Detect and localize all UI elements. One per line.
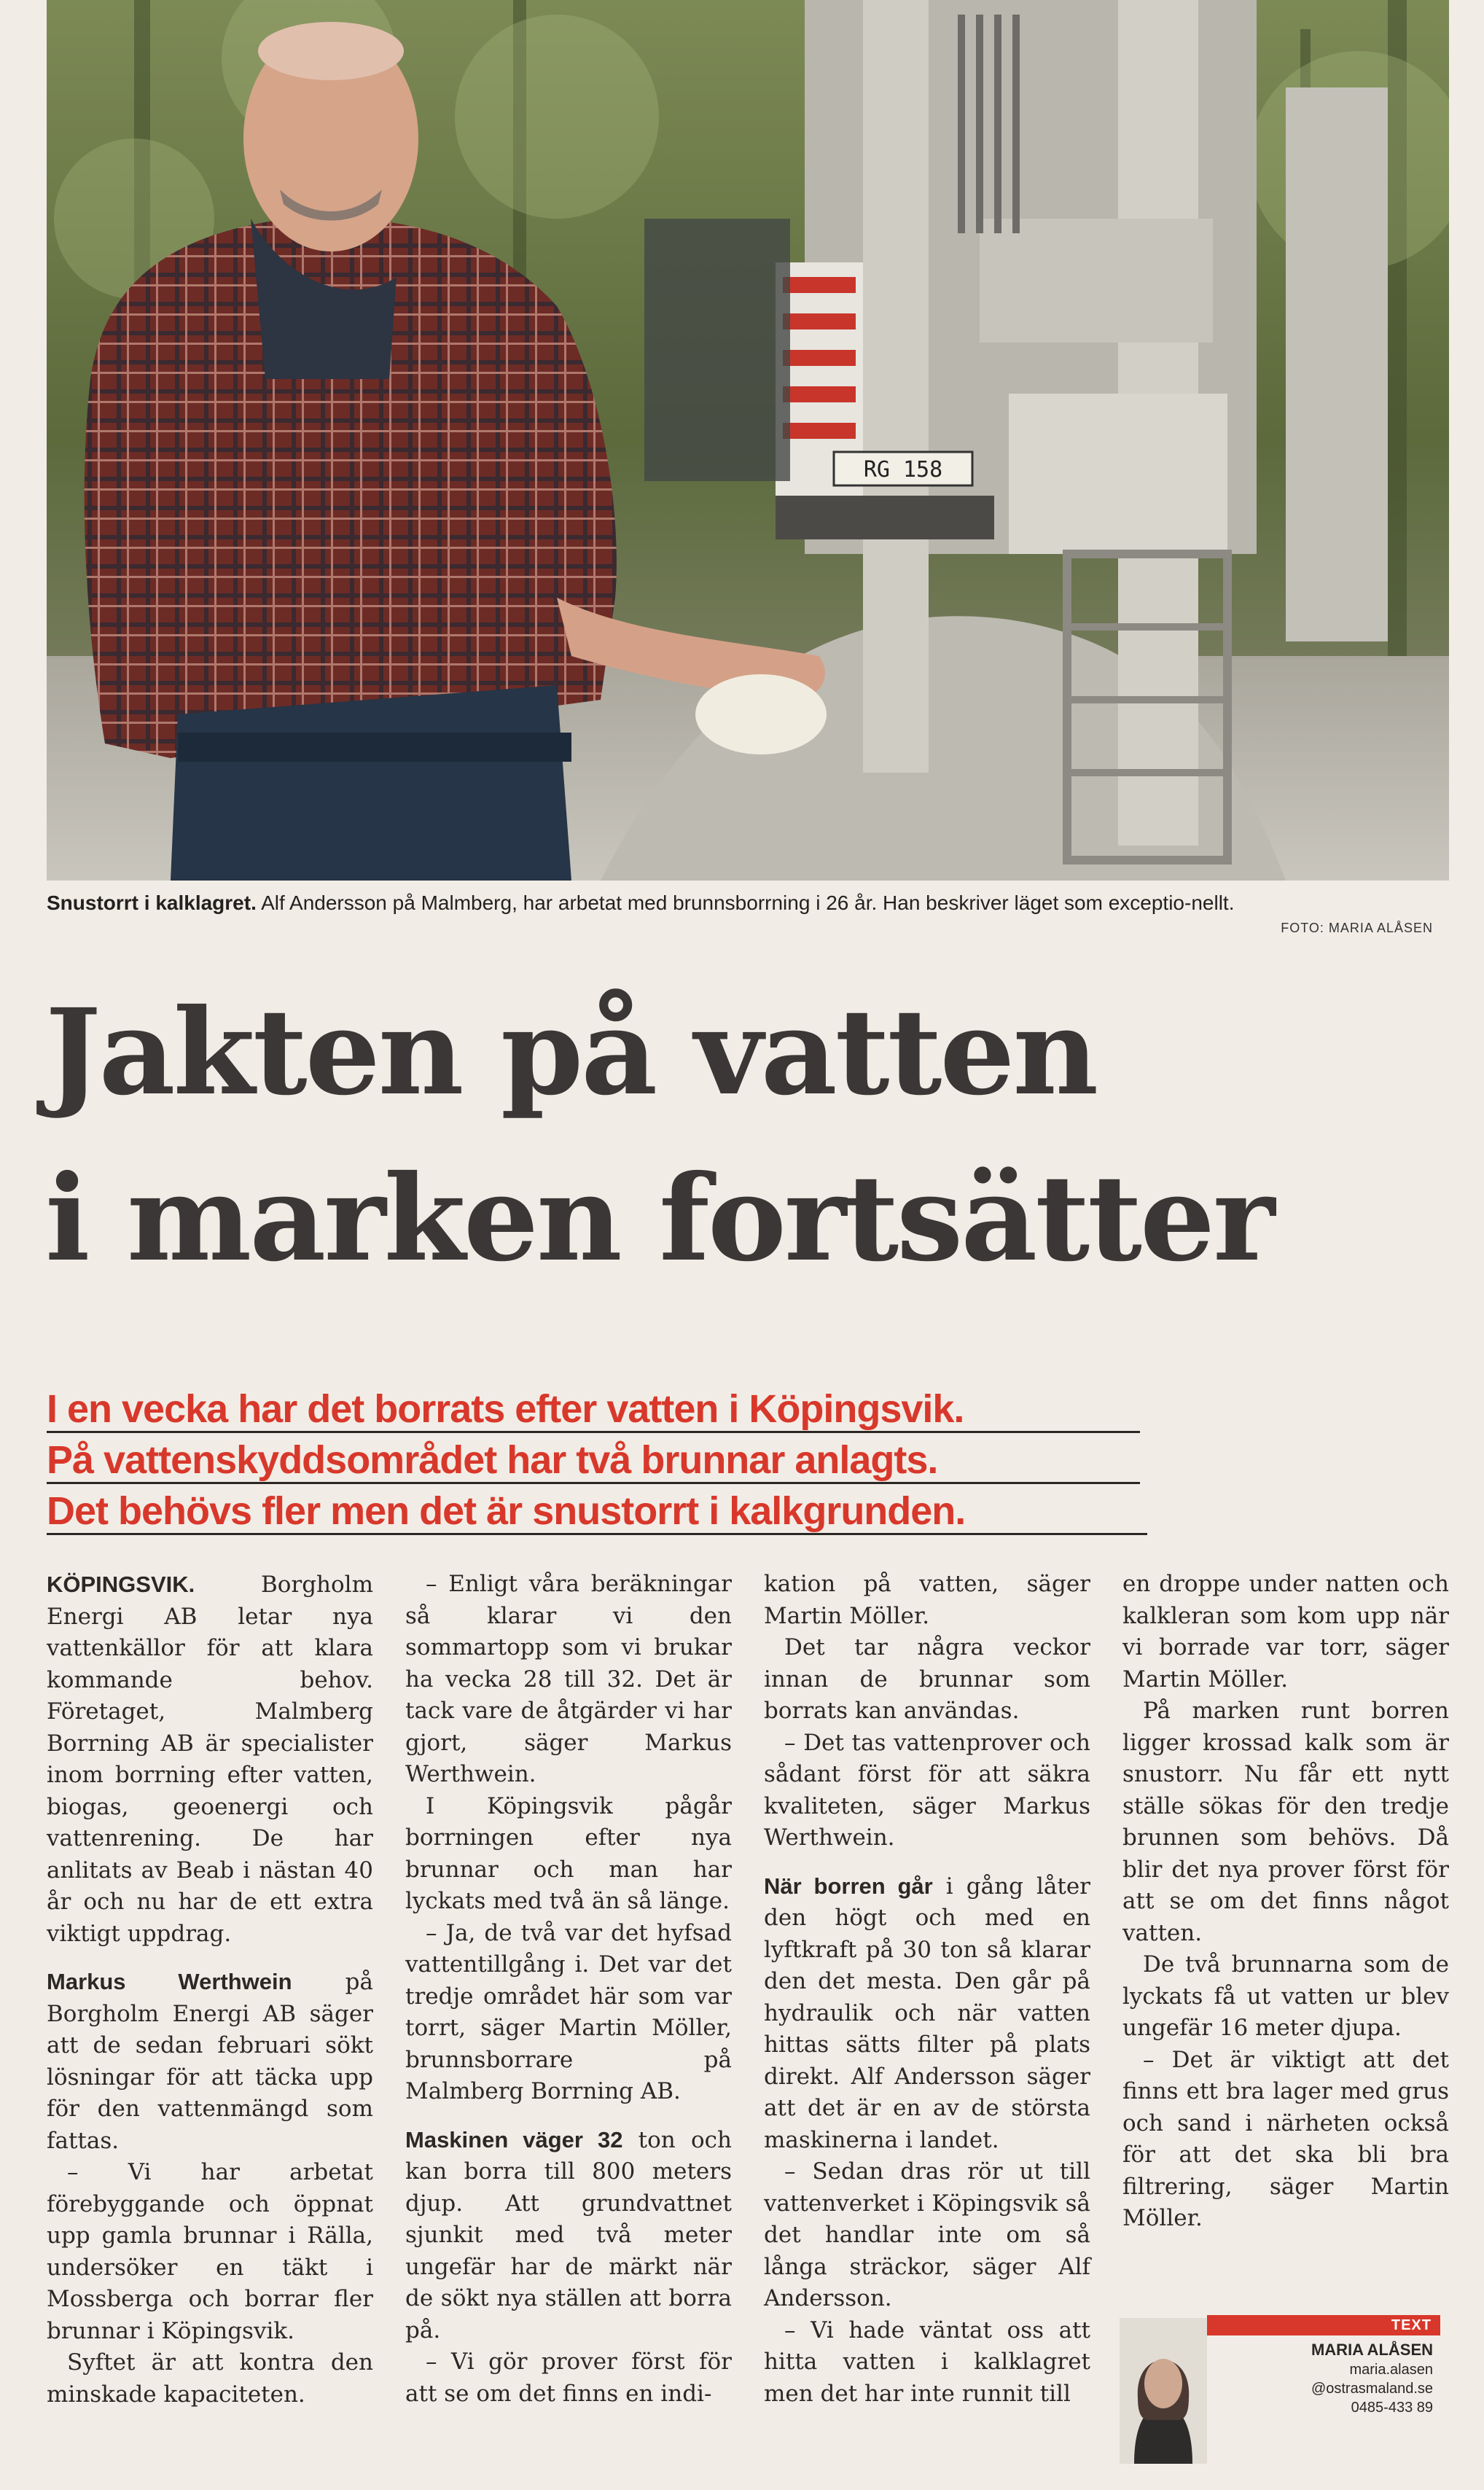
headline-line-2: i marken fortsätter (45, 1150, 1273, 1288)
body-column-3 (764, 1569, 1090, 2410)
paragraph: – Det är viktigt att det finns ett bra lager med grus och sand i närheten också för att det ska bli bra filtrering, säger Martin Möller. (1122, 2046, 1449, 2231)
dateline: KÖPINGSVIK. (47, 1572, 195, 1597)
deck-line-2: På vattenskyddsområdet har två brunnar anlagts. (47, 1435, 1432, 1486)
paragraph: På marken runt borren ligger krossad kalk som är snustorr. Nu får ett nytt ställe sökas för den tredje brunnen som behövs. Då blir det nya prover först för att se om det finns något vatten. (1122, 1698, 1449, 1946)
paragraph: Maskinen väger 32 ton och kan borra till 800 meters djup. Att grundvattnet sjunkit med två meter ungefär har de märkt när de sökt nya ställen att borra på. (405, 2126, 732, 2343)
author-info (1311, 2340, 1433, 2417)
author-portrait (1120, 2318, 1207, 2464)
paragraph: – Enligt våra beräkningar så klarar vi den sommartopp som vi brukar ha vecka 28 till 32. Det är tack vare de åtgärder vi har gjort, säger Markus Werthwein. (405, 1571, 732, 1787)
article-headline (45, 969, 1452, 1302)
paragraph: Syftet är att kontra den minskade kapaciteten. (47, 2349, 373, 2408)
paragraph: Markus Werthwein på Borgholm Energi AB säger att de sedan februari sökt lösningar för att täcka upp för den vattenmängd som fattas. (47, 1969, 374, 2154)
photo-caption (47, 889, 1446, 917)
paragraph: – Det tas vattenprover och sådant först för att säkra kvaliteten, säger Markus Werthwein. (764, 1729, 1090, 1851)
paragraph: – Vi har arbetat förebyggande och öppnat upp gamla brunnar i Rälla, undersöker en täkt i Mossberga och borrar fler brunnar i Köpingsvik. (47, 2159, 373, 2344)
author-name: MARIA ALÅSEN (1311, 2341, 1433, 2359)
author-phone: 0485-433 89 (1351, 2400, 1433, 2416)
drilling-rig-photo (47, 0, 1449, 881)
photo-credit: FOTO: MARIA ALÅSEN (1281, 921, 1433, 935)
paragraph: KÖPINGSVIK. Borgholm Energi AB letar nya vattenkällor för att klara kommande behov. Företaget, Malmberg Borrning AB är specialister inom borrning efter vatten, biogas, geoenergi och vattenrening. De har anlitats av Beab i nästan 40 år och nu har de ett extra viktigt uppdrag. (47, 1572, 373, 1947)
paragraph: – Vi hade väntat oss att hitta vatten i kalklagret men det har inte runnit till (764, 2317, 1090, 2407)
author-byline (1120, 2311, 1440, 2486)
deck-line-1: I en vecka har det borrats efter vatten i Köpingsvik. (47, 1383, 1432, 1435)
paragraph: De två brunnarna som de lyckats få ut vatten ur blev ungefär 16 meter djupa. (1122, 1951, 1449, 2041)
paragraph: Det tar några veckor innan de brunnar som borrats kan användas. (764, 1634, 1090, 1724)
license-plate-text: RG 158 (863, 457, 943, 483)
headline-line-1: Jakten på vatten (45, 983, 1097, 1122)
paragraph-lead: Markus Werthwein (47, 1969, 292, 1994)
body-column-1 (47, 1569, 373, 2411)
paragraph-lead: När borren går (764, 1873, 933, 1899)
paragraph: kation på vatten, säger Martin Möller. (764, 1571, 1090, 1629)
deck-line-3: Det behövs fler men det är snustorrt i kalkgrunden. (47, 1486, 1432, 1537)
paragraph-lead: Maskinen väger 32 (405, 2126, 623, 2153)
author-email-user: maria.alasen (1349, 2362, 1433, 2378)
caption-text: Alf Andersson på Malmberg, har arbetat med brunnsborrning i 26 år. Han beskriver läget som exceptio-nellt. (256, 891, 1235, 914)
paragraph: – Sedan dras rör ut till vattenverket i Köpingsvik så det handlar inte om så långa sträckor, säger Alf Andersson. (764, 2158, 1090, 2311)
paragraph: – Ja, de två var det hyfsad vattentillgång i. Det var det tredje området här som var torrt, säger Martin Möller, brunnsborrare på Malmberg Borrning AB. (405, 1919, 732, 2104)
byline-tag: TEXT (1207, 2315, 1440, 2335)
caption-lead: Snustorrt i kalklagret. (47, 891, 257, 914)
paragraph: När borren går i gång låter den högt och med en lyftkraft på 30 ton så klarar den det mesta. Den går på hydraulik och när vatten hittas sätts filter på plats direkt. Alf Andersson säger att det är en av de största maskinerna i landet. (764, 1873, 1090, 2153)
body-column-2 (405, 1569, 732, 2410)
article-deck (47, 1383, 1432, 1537)
author-email-domain: @ostrasmaland.se (1311, 2381, 1433, 2397)
paragraph: en droppe under natten och kalkleran som kom upp när vi borrade var torr, säger Martin Möller. (1122, 1571, 1449, 1693)
article-photo (47, 0, 1449, 881)
paragraph: I Köpingsvik pågår borrningen efter nya brunnar och man har lyckats med två än så länge. (405, 1792, 732, 1914)
paragraph: – Vi gör prover först för att se om det finns en indi- (405, 2349, 732, 2407)
body-column-4 (1122, 1569, 1449, 2235)
